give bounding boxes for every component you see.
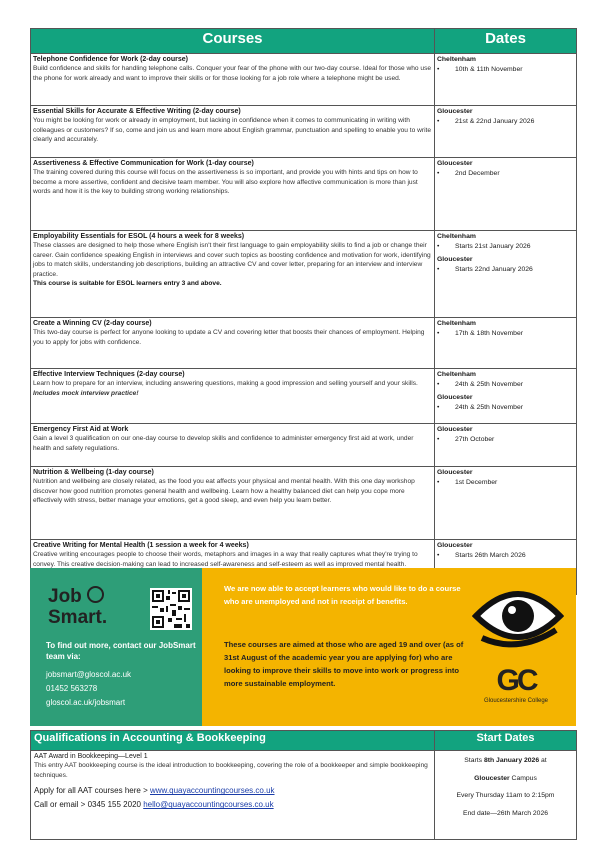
- promo-contact-panel: [30, 568, 202, 726]
- aat-campus: Gloucester Campus: [474, 774, 537, 782]
- course-title: Telephone Confidence for Work (2-day course): [33, 56, 188, 63]
- course-row: [31, 231, 577, 318]
- course-description: The training covered during this course will focus on the assertiveness is so important, and provide you with hints and tips on how to become a more assertive, confident and decisive team member. You will also explore how affective communication is more than just words and how it is the key to building strong working relationships.: [33, 169, 418, 196]
- course-date: • 2nd December: [437, 170, 500, 177]
- contact-details: [46, 668, 131, 710]
- course-location: Cheltenham: [437, 320, 476, 327]
- course-cell: [31, 231, 435, 318]
- contact-phone[interactable]: 01452 563278: [46, 684, 98, 693]
- course-location: Gloucester: [437, 160, 473, 167]
- contact-heading: To find out more, contact our JobSmart team via:: [46, 641, 196, 661]
- bullet-icon: •: [437, 66, 440, 73]
- apply-line: Apply for all AAT courses here > www.quayaccountingcourses.co.uk Call or email > 0345 155 2020 hello@quayaccountingcourses.co.uk: [34, 786, 275, 810]
- course-cell: [31, 54, 435, 106]
- course-date: • 21st & 22nd January 2026: [437, 118, 535, 125]
- course-description: Nutrition and wellbeing are closely related, as the food you eat affects your physical and mental health. With this one day workshop discover how good nutrition promotes general health and wellbeing. Learn how a healthy balanced diet can help you cope more effectively with stress, better manage your emotions, get a good sleep, and even help you learn better.: [33, 478, 415, 505]
- courses-section: [30, 28, 576, 595]
- course-location: Gloucester: [437, 426, 473, 433]
- course-title: Create a Winning CV (2-day course): [33, 320, 152, 327]
- jobsmart-logo: Job Smart.: [48, 586, 108, 628]
- dates-cell: [435, 467, 577, 540]
- course-cell: [31, 318, 435, 369]
- course-row: [31, 158, 577, 231]
- dates-cell: [435, 369, 577, 424]
- dates-cell: [435, 231, 577, 318]
- course-row: [31, 467, 577, 540]
- aat-start-dates-cell: [435, 751, 577, 840]
- course-emphasis: Includes mock interview practice!: [33, 389, 139, 397]
- dates-cell: [435, 318, 577, 369]
- course-date: • 27th October: [437, 436, 495, 443]
- course-location: Gloucester: [437, 542, 473, 549]
- course-row: [31, 106, 577, 158]
- bullet-icon: •: [437, 243, 440, 250]
- course-date: • Starts 22nd January 2026: [437, 266, 533, 273]
- bullet-icon: •: [437, 381, 440, 388]
- course-location: Cheltenham: [437, 56, 476, 63]
- contact-email[interactable]: jobsmart@gloscol.ac.uk: [46, 670, 132, 679]
- bullet-icon: •: [437, 266, 440, 273]
- course-row: [31, 369, 577, 424]
- course-date: • 24th & 25th November: [437, 404, 524, 411]
- bullet-icon: •: [437, 118, 440, 125]
- dates-cell: [435, 424, 577, 467]
- eye-icon: [472, 578, 564, 648]
- course-row: [31, 424, 577, 467]
- dates-cell: [435, 54, 577, 106]
- course-description: You might be looking for work or already in employment, but lacking in confidence when it comes to communicating in writing with colleagues or customers? If so, come and join us and learn more about English grammar, punctuation and spelling to enable you to write clearly and accurately.: [33, 117, 432, 144]
- course-description: These classes are designed to help those where English isn't their first language to gain employability skills to find a job or change their career. Gain confidence speaking English in interviews and cover such topics as boosting confidence and motivation for work, identifying jobs to match skills, understanding job descriptions, building an attractive CV and cover letter, preparing for an interview and interview practice. This course is suitable for ESOL learners entry 3 and above.: [33, 242, 431, 288]
- course-row: [31, 54, 577, 106]
- aat-course-title: AAT Award in Bookkeeping—Level 1: [34, 753, 148, 760]
- bullet-icon: •: [437, 170, 440, 177]
- course-cell: [31, 369, 435, 424]
- course-cell: [31, 106, 435, 158]
- aat-website-link[interactable]: www.quayaccountingcourses.co.uk: [150, 786, 275, 796]
- check-icon: [87, 586, 104, 603]
- course-date: • 1st December: [437, 479, 498, 486]
- aat-end-date: End date—26th March 2026: [462, 809, 549, 817]
- dates-header: Dates: [435, 29, 577, 54]
- course-date: • 10th & 11th November: [437, 66, 523, 73]
- accounting-table: [30, 730, 577, 840]
- course-title: Nutrition & Wellbeing (1-day course): [33, 469, 154, 476]
- course-title: Effective Interview Techniques (2-day course): [33, 371, 185, 378]
- bullet-icon: •: [437, 436, 440, 443]
- course-description: This two-day course is perfect for anyone looking to update a CV and covering letter that boosts their chances of employment. Helping you to apply for jobs with confidence.: [33, 329, 425, 346]
- course-location: Gloucester: [437, 256, 473, 263]
- aat-start-date: Starts 8th January 2026 at: [464, 757, 547, 764]
- aat-email-link[interactable]: hello@quayaccountingcourses.co.uk: [143, 800, 274, 810]
- course-date: • Starts 21st January 2026: [437, 243, 531, 250]
- course-cell: [31, 467, 435, 540]
- course-title: Assertiveness & Effective Communication for Work (1-day course): [33, 160, 254, 167]
- aat-course-description: This entry AAT bookkeeping course is the ideal introduction to bookkeeping, covering the role of a bookkeeper and simple bookkeeping techniques.: [34, 762, 428, 779]
- promo-message-panel: [202, 568, 576, 726]
- course-location: Gloucester: [437, 108, 473, 115]
- course-date: • 17th & 18th November: [437, 330, 524, 337]
- aat-schedule: Every Thursday 11am to 2:15pm: [456, 792, 555, 800]
- dates-cell: [435, 106, 577, 158]
- bullet-icon: •: [437, 330, 440, 337]
- dates-cell: [435, 158, 577, 231]
- courses-table: [30, 28, 577, 595]
- course-description: Build confidence and skills for handling telephone calls. Conquer your fear of the phone with our two-day course. Ideal for those who use the phone for work already and want to improve their skills or for those looking for a job role where a telephone might be used.: [33, 65, 432, 82]
- bullet-icon: •: [437, 552, 440, 559]
- course-title: Essential Skills for Accurate & Effective Writing (2-day course): [33, 108, 241, 115]
- course-title: Employability Essentials for ESOL (4 hours a week for 8 weeks): [33, 233, 245, 240]
- contact-website[interactable]: gloscol.ac.uk/jobsmart: [46, 698, 126, 707]
- course-cell: [31, 424, 435, 467]
- course-date: • 24th & 25th November: [437, 381, 524, 388]
- promo-message-audience: These courses are aimed at those who are aged 19 and over (as of 31st August of the academic year you are applying for) who are looking to improve their skills to move into work or progress into more sustainable employment.: [224, 640, 464, 688]
- course-description: Learn how to prepare for an interview, including answering questions, making a good impression and selling yourself and your skills. Includes mock interview practice!: [33, 380, 418, 397]
- courses-header: Courses: [31, 29, 435, 54]
- course-description: Creative writing encourages people to choose their words, metaphors and images in a way that really captures what they're trying to convey. This creative decision-making can lead to increased self-awareness and self-esteem as well as improved mental health.: [33, 551, 418, 568]
- course-cell: [31, 158, 435, 231]
- start-dates-header: Start Dates: [435, 731, 577, 751]
- bullet-icon: •: [437, 479, 440, 486]
- gloucestershire-college-logo: GC Gloucestershire College: [483, 664, 549, 704]
- course-location: Gloucester: [437, 394, 473, 401]
- course-date: • Starts 26th March 2026: [437, 552, 526, 559]
- course-note: This course is suitable for ESOL learners entry 3 and above.: [33, 280, 222, 288]
- course-location: Gloucester: [437, 469, 473, 476]
- course-title: Creative Writing for Mental Health (1 session a week for 4 weeks): [33, 542, 249, 549]
- accounting-course-cell: [31, 751, 435, 840]
- course-row: [31, 318, 577, 369]
- course-title: Emergency First Aid at Work: [33, 426, 129, 433]
- promo-message-eligibility: We are now able to accept learners who would like to do a course who are unemployed and not in receipt of benefits.: [224, 584, 461, 606]
- jobsmart-promo: [30, 568, 576, 726]
- course-description: Gain a level 3 qualification on our one-day course to develop skills and confidence to administer emergency first aid at work, under health and safety regulations.: [33, 435, 414, 452]
- course-location: Cheltenham: [437, 371, 476, 378]
- bullet-icon: •: [437, 404, 440, 411]
- course-location: Cheltenham: [437, 233, 476, 240]
- qr-code-icon[interactable]: [150, 588, 192, 630]
- accounting-header: Qualifications in Accounting & Bookkeeping: [31, 731, 435, 751]
